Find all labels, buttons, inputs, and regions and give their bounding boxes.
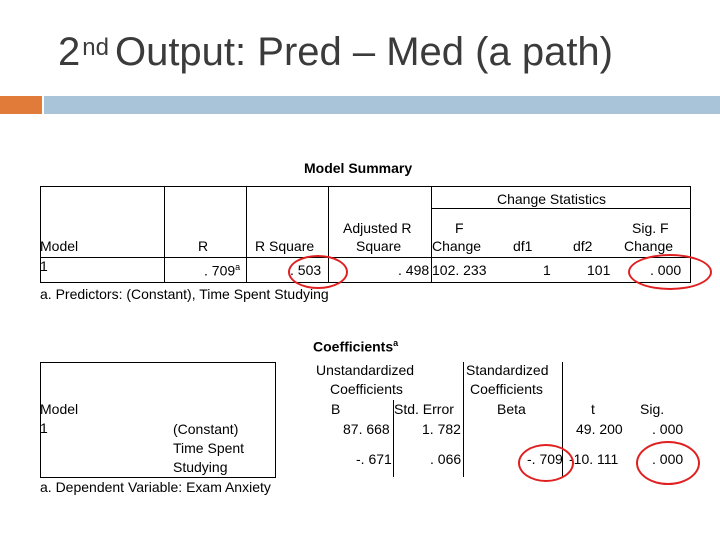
highlight-circle <box>288 255 348 289</box>
coef-row-predictor: Time Spent <box>173 440 245 456</box>
coef-row-predictor: (Constant) <box>173 421 239 437</box>
model-summary-footnote: a. Predictors: (Constant), Time Spent Studying <box>40 286 329 302</box>
table-rule <box>164 186 165 282</box>
header-unstd-coefficients: Coefficients <box>330 381 403 397</box>
row-f-change: 102. 233 <box>432 262 487 278</box>
highlight-circle <box>636 441 700 485</box>
coefficients-title: Coefficients$^a$ <box>313 338 399 355</box>
coef-row-std-error: . 066 <box>430 451 462 467</box>
coef-row-predictor: Studying <box>173 459 228 475</box>
header-sig: Sig. <box>640 401 665 417</box>
highlight-circle <box>628 254 712 290</box>
table-rule <box>40 257 691 258</box>
coef-row-std-error: 1. 782 <box>422 421 461 437</box>
header-r-square: R Square <box>255 238 315 254</box>
change-statistics-header: Change Statistics <box>497 191 606 207</box>
coef-row-sig: . 000 <box>652 451 684 467</box>
header-adjusted-r-square: Square <box>356 238 402 254</box>
header-std-coefficients: Coefficients <box>470 381 543 397</box>
table-rule <box>40 362 276 363</box>
coefficients-footnote: a. Dependent Variable: Exam Anxiety <box>40 479 271 495</box>
header-df1: df1 <box>513 238 533 254</box>
table-rule <box>40 477 276 478</box>
header-t: t <box>591 401 595 417</box>
table-rule <box>40 186 691 187</box>
header-f-change: Change <box>432 238 482 254</box>
header-beta: Beta <box>497 401 526 417</box>
header-df2: df2 <box>573 238 593 254</box>
model-summary-title: Model Summary <box>304 160 413 176</box>
row-adjusted-r-square: . 498 <box>398 262 430 278</box>
title-divider-bar <box>44 96 720 114</box>
header-standardized: Standardized <box>466 362 549 378</box>
row-df1: 1 <box>543 262 551 278</box>
header-adjusted-r: Adjusted R <box>343 220 412 236</box>
coef-row-b: -. 671 <box>356 451 392 467</box>
coef-row-beta: -. 709 <box>527 451 563 467</box>
coef-row-t: 49. 200 <box>576 421 623 437</box>
table-rule <box>275 362 276 477</box>
table-rule <box>431 208 691 209</box>
header-f: F <box>455 220 464 236</box>
coef-row-model: 1 <box>40 420 48 436</box>
table-rule <box>246 186 247 282</box>
table-rule <box>463 362 464 477</box>
highlight-circle <box>518 444 574 482</box>
row-df2: 101 <box>587 262 611 278</box>
header-b: B <box>331 401 341 417</box>
row-r: . 709$^a$ <box>204 262 241 279</box>
coef-row-b: 87. 668 <box>343 421 390 437</box>
header-std-error: Std. Error <box>394 401 454 417</box>
row-r-square: . 503 <box>290 262 322 278</box>
coef-row-t: -10. 111 <box>569 451 619 467</box>
header-unstandardized: Unstandardized <box>316 362 415 378</box>
coef-row-sig: . 000 <box>652 421 684 437</box>
header-model: Model <box>40 238 79 254</box>
header-sig-f-change: Change <box>624 238 674 254</box>
row-sig-f-change: . 000 <box>650 262 682 278</box>
slide-title: 2nd Output: Pred – Med (a path) <box>58 30 613 74</box>
header-model: Model <box>40 401 79 417</box>
header-sig-f: Sig. F <box>632 220 669 236</box>
row-model: 1 <box>40 258 48 274</box>
title-accent-bar <box>0 96 42 114</box>
header-r: R <box>198 238 209 254</box>
table-rule <box>40 282 691 283</box>
